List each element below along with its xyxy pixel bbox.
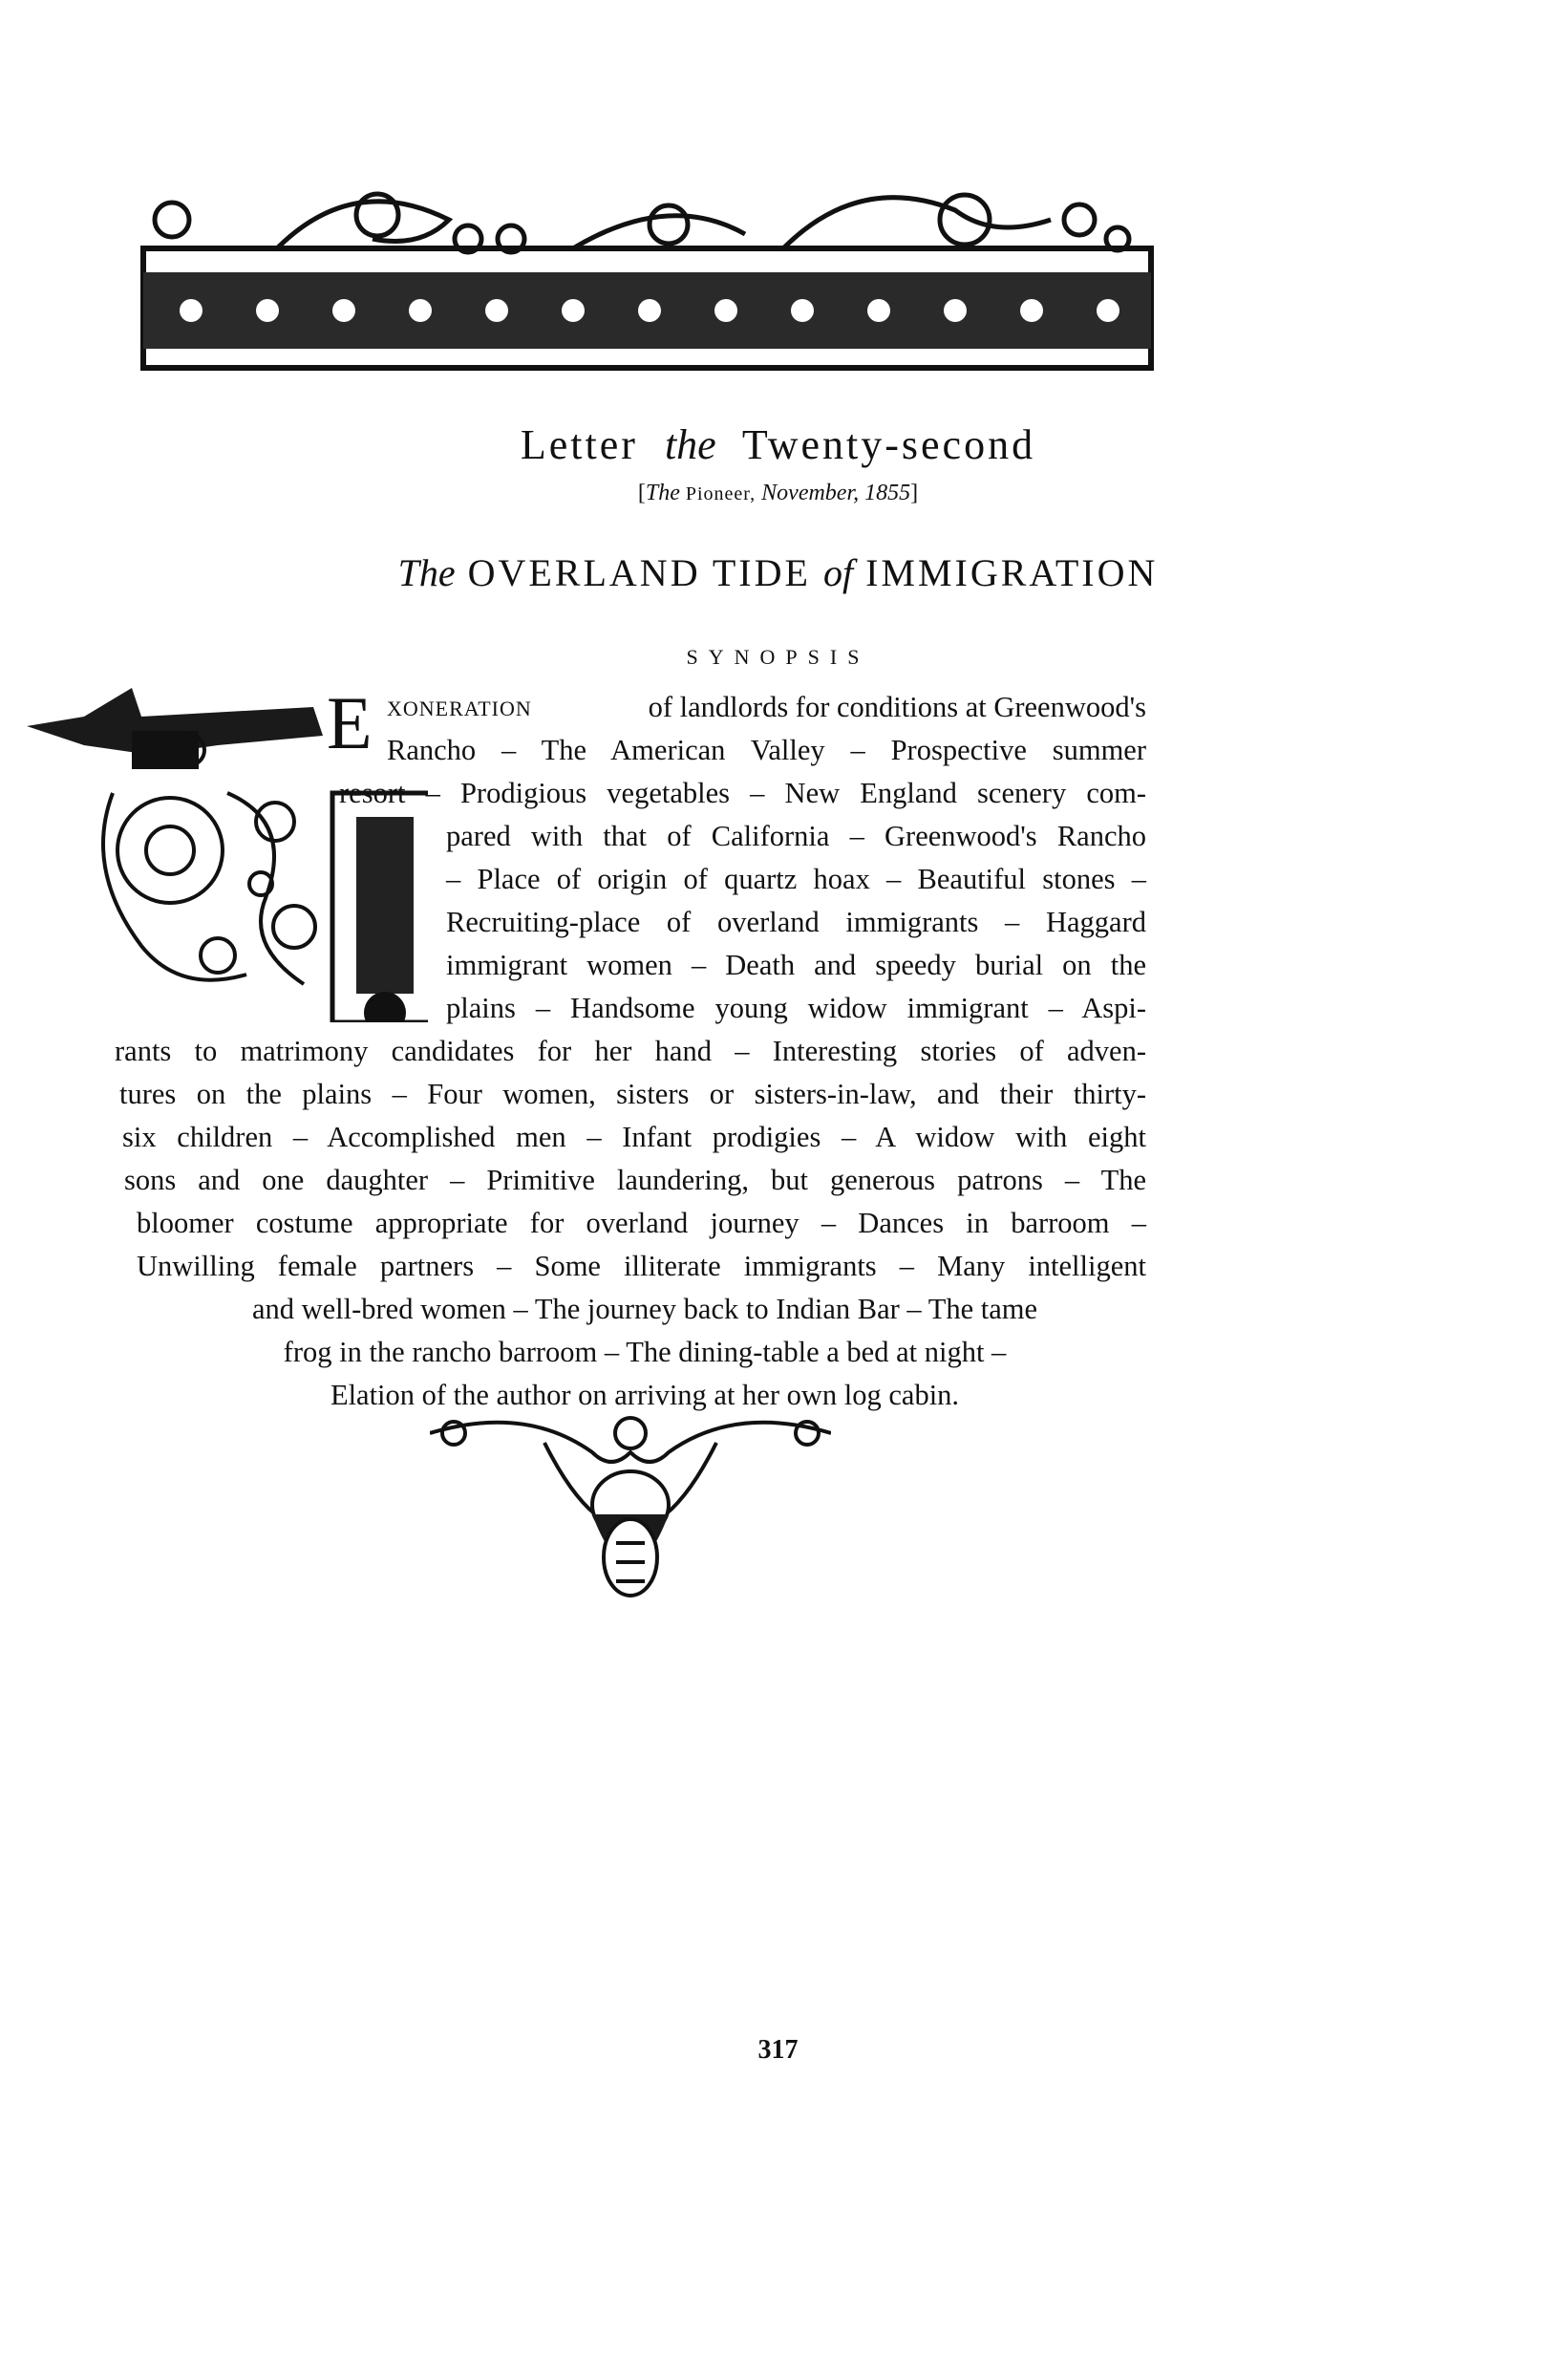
page-number: 317 xyxy=(757,2035,799,2065)
synopsis-line-14: Unwilling female partners – Some illiterate immigrants – Many intelligent xyxy=(137,1250,1146,1282)
source-bracket-open: [ xyxy=(637,481,646,505)
source-bracket-close: ] xyxy=(910,481,919,505)
letter-title xyxy=(0,420,1556,469)
synopsis-line-9: rants to matrimony candidates for her hand – Interesting stories of adven- xyxy=(115,1035,1146,1067)
synopsis-line-16: frog in the rancho barroom – The dining-table a bed at night – xyxy=(283,1336,1007,1368)
ornamental-tailpiece xyxy=(430,1414,831,1605)
source-the: The xyxy=(645,481,680,505)
chapter-the: The xyxy=(397,551,456,594)
synopsis-line-12: sons and one daughter – Primitive laundering, but generous patrons – The xyxy=(124,1164,1146,1196)
chapter-part-b: IMMIGRATION xyxy=(865,551,1159,594)
chapter-title xyxy=(0,550,1556,595)
synopsis-heading: SYNOPSIS xyxy=(686,645,870,669)
synopsis-line-17: Elation of the author on arriving at her own log cabin. xyxy=(330,1379,960,1411)
synopsis-line-5: – Place of origin of quartz hoax – Beautiful stones – xyxy=(446,863,1146,895)
synopsis-line-1-text: of landlords for conditions at Greenwood's xyxy=(648,691,1146,723)
chapter-of: of xyxy=(822,551,854,594)
letter-ordinal: Twenty-second xyxy=(741,421,1036,468)
synopsis-line-8: plains – Handsome young widow immigrant – Aspi- xyxy=(446,992,1146,1024)
synopsis-line-1 xyxy=(387,693,1146,722)
the-word: the xyxy=(664,421,716,468)
source-name: Pioneer, xyxy=(685,483,757,504)
synopsis-line-3: resort – Prodigious vegetables – New England scenery com- xyxy=(339,777,1146,809)
source-line xyxy=(0,481,1556,506)
synopsis-line-15: and well-bred women – The journey back to Indian Bar – The tame xyxy=(251,1293,1038,1325)
synopsis-line-4: pared with that of California – Greenwood's Rancho xyxy=(446,820,1146,852)
letter-word: Letter xyxy=(520,421,638,468)
ornamental-headpiece xyxy=(134,182,1161,377)
synopsis-line-6: Recruiting-place of overland immigrants – Haggard xyxy=(446,906,1146,938)
synopsis-line-10: tures on the plains – Four women, sisters or sisters-in-law, and their thirty- xyxy=(119,1078,1146,1110)
synopsis-line-2: Rancho – The American Valley – Prospective summer xyxy=(387,734,1146,766)
synopsis-line-7: immigrant women – Death and speedy burial on the xyxy=(446,949,1146,981)
synopsis-first-word: XONERATION xyxy=(387,697,532,720)
chapter-part-a: OVERLAND TIDE xyxy=(467,551,811,594)
synopsis-line-13: bloomer costume appropriate for overland journey – Dances in barroom – xyxy=(137,1207,1146,1239)
source-date: November, 1855 xyxy=(761,481,911,505)
synopsis-line-11: six children – Accomplished men – Infant prodigies – A widow with eight xyxy=(122,1121,1146,1153)
drop-cap-initial: E xyxy=(327,681,373,764)
